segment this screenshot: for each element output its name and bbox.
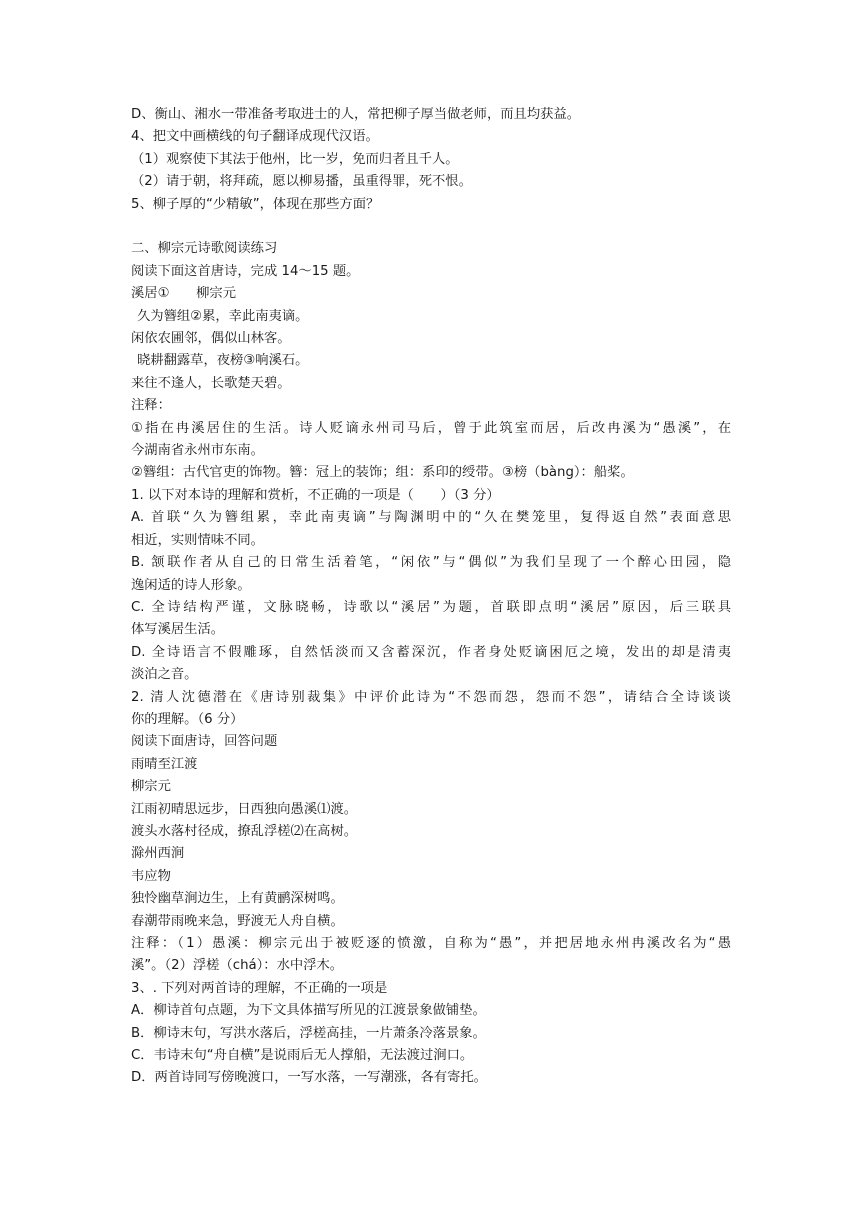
question-1: 1. 以下对本诗的理解和赏析，不正确的一项是（ ）（3 分） [131, 487, 500, 503]
question-3-option-a: A．柳诗首句点题，为下文具体描写所见的江渡景象做铺垫。 [131, 1003, 486, 1019]
question-2: 2. 清人沈德潜在《唐诗别裁集》中评价此诗为“不怨而怨，怨而不怨”，请结合全诗谈谈 [131, 689, 731, 705]
question-4: 4、把文中画横线的句子翻译成现代汉语。 [131, 129, 379, 145]
poem1-line: 江雨初晴思远步，日西独向愚溪⑴渡。 [131, 801, 358, 817]
poem-line: 久为簪组②累，幸此南夷谪。 [136, 308, 309, 324]
option-c: C. 全诗结构严谨，文脉晓畅，诗歌以“溪居”为题，首联即点明“溪居”原因，后三联具 [131, 599, 731, 615]
poem-title-author: 溪居① 柳宗元 [131, 286, 236, 302]
poem1-line: 渡头水落村径成，撩乱浮槎⑵在高树。 [131, 823, 358, 839]
option-b: B. 颔联作者从自己的日常生活着笔，“闲依”与“偶似”为我们呈现了一个醉心田园，隐 [131, 555, 731, 571]
note-2: ②簪组：古代官吏的饰物。簪：冠上的装饰；组：系印的绶带。③榜（bàng）：船桨。 [131, 465, 634, 481]
question-4-sentence-2: （2）请于朝，将拜疏，愿以柳易播，虽重得罪，死不恨。 [131, 174, 472, 190]
option-b-continued: 逸闲适的诗人形象。 [131, 577, 251, 593]
option-d-continued: 淡泊之音。 [131, 667, 198, 683]
question-3: 3、. 下列对两首诗的理解，不正确的一项是 [131, 980, 388, 996]
question-2-continued: 你的理解。（6 分） [131, 711, 244, 727]
poem-line: 来往不逢人，长歌楚天碧。 [131, 375, 291, 391]
section-heading: 二、柳宗元诗歌阅读练习 [131, 241, 278, 257]
question-3-option-d: D．两首诗同写傍晚渡口，一写水落，一写潮涨，各有寄托。 [131, 1070, 487, 1086]
poem2-line: 春潮带雨晚来急，野渡无人舟自横。 [131, 913, 344, 929]
question-5: 5、柳子厚的“少精敏”，体现在那些方面？ [131, 196, 380, 212]
notes: 注释：（1）愚溪：柳宗元出于被贬逐的愤激，自称为“愚”，并把居地永州冉溪改名为“愚 [131, 936, 731, 952]
poem-line: 闲依农圃邻，偶似山林客。 [131, 331, 291, 347]
notes-label: 注释： [131, 398, 171, 414]
blank-line [131, 216, 731, 238]
poem1-title: 雨晴至江渡 [131, 756, 198, 772]
option-a-continued: 相近，实则情味不同。 [131, 532, 264, 548]
note-1: ①指在冉溪居住的生活。诗人贬谪永州司马后，曾于此筑室而居，后改冉溪为“愚溪”，在 [131, 420, 731, 436]
notes-continued: 溪”。（2）浮槎（chá）：水中浮木。 [131, 958, 344, 974]
question-3-option-c: C．韦诗末句“舟自横”是说雨后无人撑船，无法渡过涧口。 [131, 1048, 474, 1064]
note-1-continued: 今湖南省永州市东南。 [131, 443, 264, 459]
poem2-line: 独怜幽草涧边生，上有黄鹂深树鸣。 [131, 891, 344, 907]
question-3-option-b: B．柳诗末句，写洪水落后，浮槎高挂，一片萧条冷落景象。 [131, 1025, 486, 1041]
poem2-title: 滁州西涧 [131, 846, 185, 862]
document-page [131, 104, 731, 1090]
option-d: D. 全诗语言不假雕琢，自然恬淡而又含蓄深沉，作者身处贬谪困厄之境，发出的却是清夷 [131, 644, 731, 660]
reading-instruction: 阅读下面这首唐诗，完成 14～15 题。 [131, 263, 360, 279]
question-4-sentence-1: （1）观察使下其法于他州，比一岁，免而归者且千人。 [131, 151, 459, 167]
option-c-continued: 体写溪居生活。 [131, 622, 225, 638]
poem2-author: 韦应物 [131, 868, 171, 884]
poem1-author: 柳宗元 [131, 779, 171, 795]
option-a: A. 首联“久为簪组累，幸此南夷谪”与陶渊明中的“久在樊笼里，复得返自然”表面意思 [131, 510, 731, 526]
poem-line: 晓耕翻露草，夜榜③响溪石。 [136, 353, 309, 369]
option-d-text: D、衡山、湘水一带准备考取进士的人，常把柳子厚当做老师，而且均获益。 [131, 107, 581, 122]
reading-instruction-2: 阅读下面唐诗，回答问题 [131, 734, 278, 750]
